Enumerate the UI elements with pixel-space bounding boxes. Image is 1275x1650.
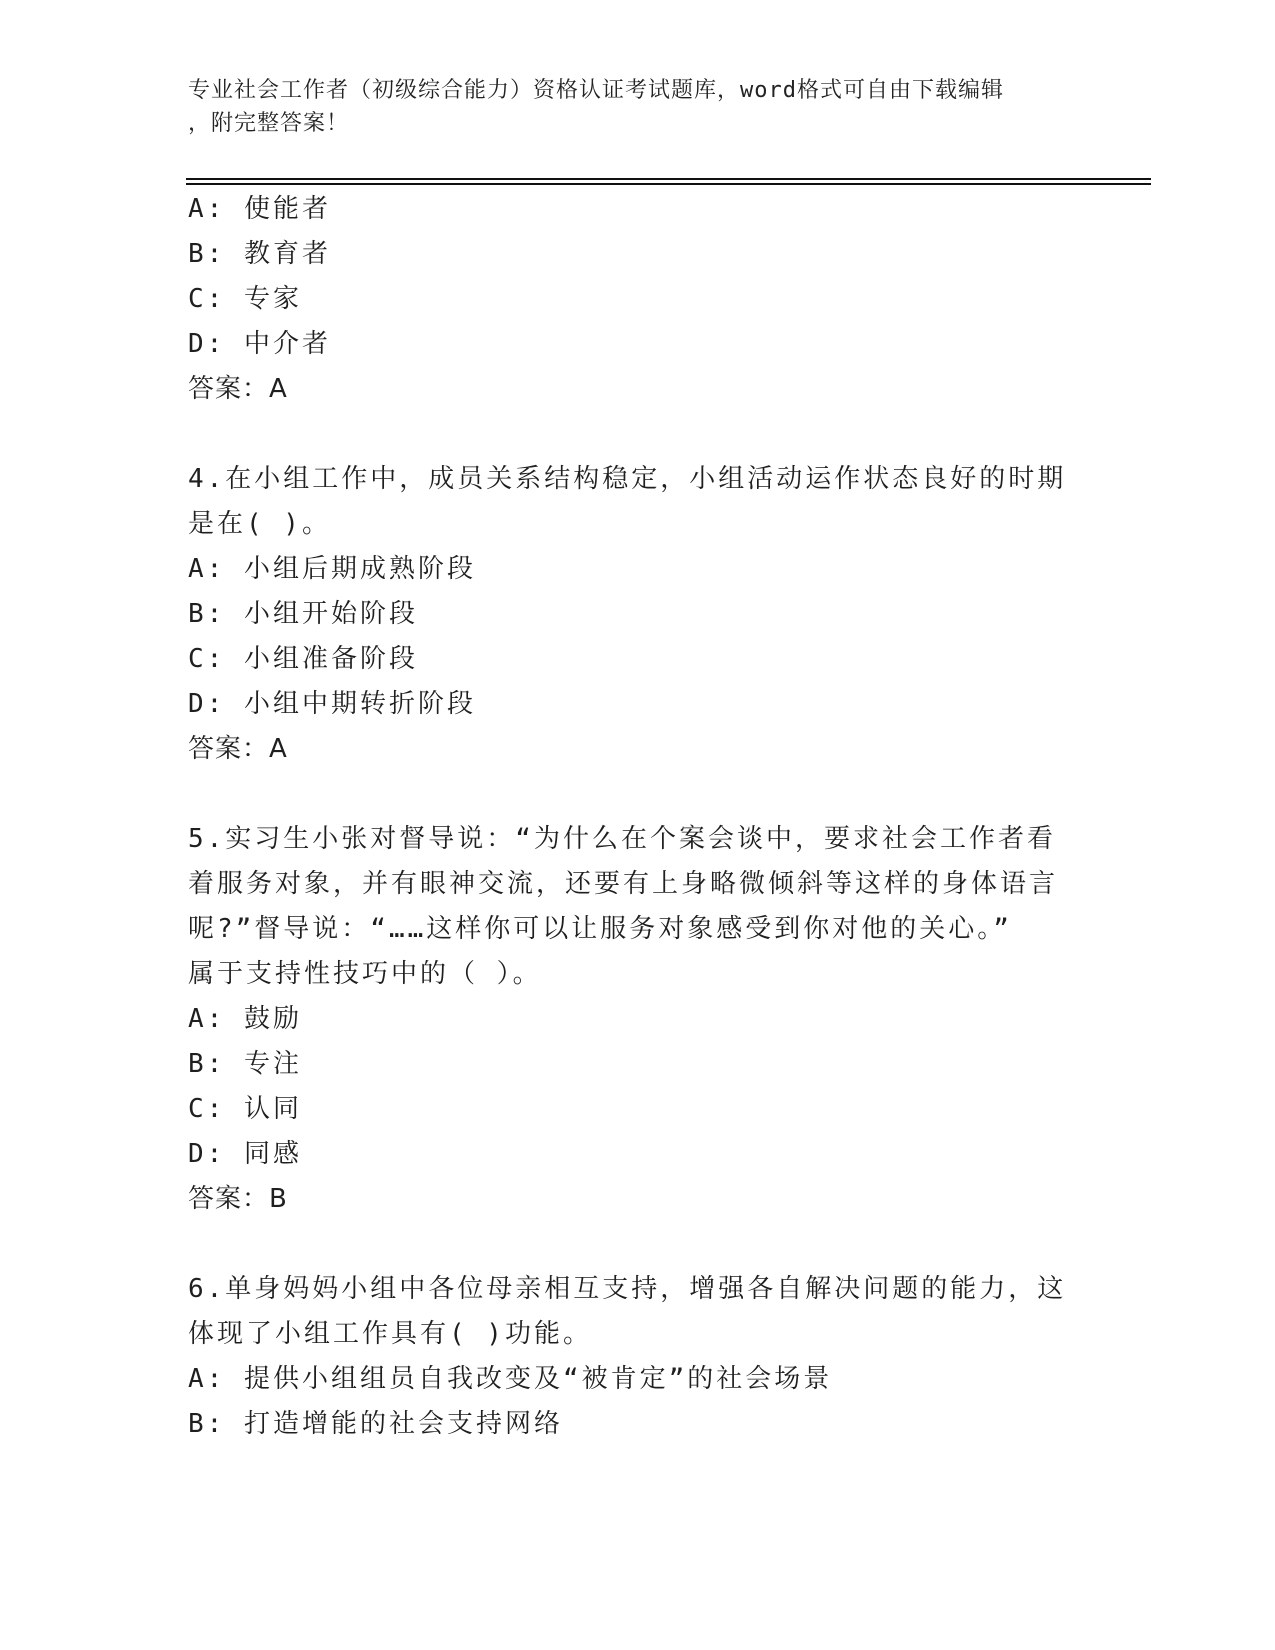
q4-option-b: B: 小组开始阶段	[188, 599, 418, 629]
header-divider-bottom	[186, 183, 1151, 185]
q5-option-d: D: 同感	[188, 1139, 302, 1169]
q5-option-a: A: 鼓励	[188, 1004, 302, 1034]
q5-option-c: C: 认同	[188, 1094, 302, 1124]
q5-stem-line-4: 属于支持性技巧中的（ ）。	[188, 959, 542, 989]
q6-stem-line-1: 6.单身妈妈小组中各位母亲相互支持，增强各自解决问题的能力，这	[188, 1274, 1067, 1304]
q5-stem-line-2: 着服务对象，并有眼神交流，还要有上身略微倾斜等这样的身体语言	[188, 869, 1059, 899]
q6-option-a: A: 提供小组组员自我改变及“被肯定”的社会场景	[188, 1364, 833, 1394]
q4-stem-line-1: 4.在小组工作中，成员关系结构稳定，小组活动运作状态良好的时期	[188, 464, 1067, 494]
header-line-2: ，附完整答案！	[188, 111, 350, 136]
q3-option-b: B: 教育者	[188, 239, 331, 269]
q5-option-b: B: 专注	[188, 1049, 302, 1079]
q4-option-a: A: 小组后期成熟阶段	[188, 554, 476, 584]
q3-answer: 答案：A	[188, 374, 288, 404]
q3-option-d: D: 中介者	[188, 329, 331, 359]
q6-stem-line-2: 体现了小组工作具有( )功能。	[188, 1319, 592, 1349]
header-line-1: 专业社会工作者（初级综合能力）资格认证考试题库，word格式可自由下载编辑	[188, 78, 1004, 103]
q6-option-b: B: 打造增能的社会支持网络	[188, 1409, 563, 1439]
q4-option-c: C: 小组准备阶段	[188, 644, 418, 674]
header-divider-top	[186, 178, 1151, 180]
q3-option-c: C: 专家	[188, 284, 302, 314]
document-header	[188, 74, 1068, 140]
q5-stem-line-1: 5.实习生小张对督导说：“为什么在个案会谈中，要求社会工作者看	[188, 824, 1056, 854]
q3-option-a: A: 使能者	[188, 194, 331, 224]
q5-answer: 答案：B	[188, 1184, 288, 1214]
q5-stem-line-3: 呢?”督导说：“……这样你可以让服务对象感受到你对他的关心。”	[188, 914, 1012, 944]
q4-answer: 答案：A	[188, 734, 288, 764]
q4-stem-line-2: 是在( )。	[188, 509, 331, 539]
q4-option-d: D: 小组中期转折阶段	[188, 689, 476, 719]
